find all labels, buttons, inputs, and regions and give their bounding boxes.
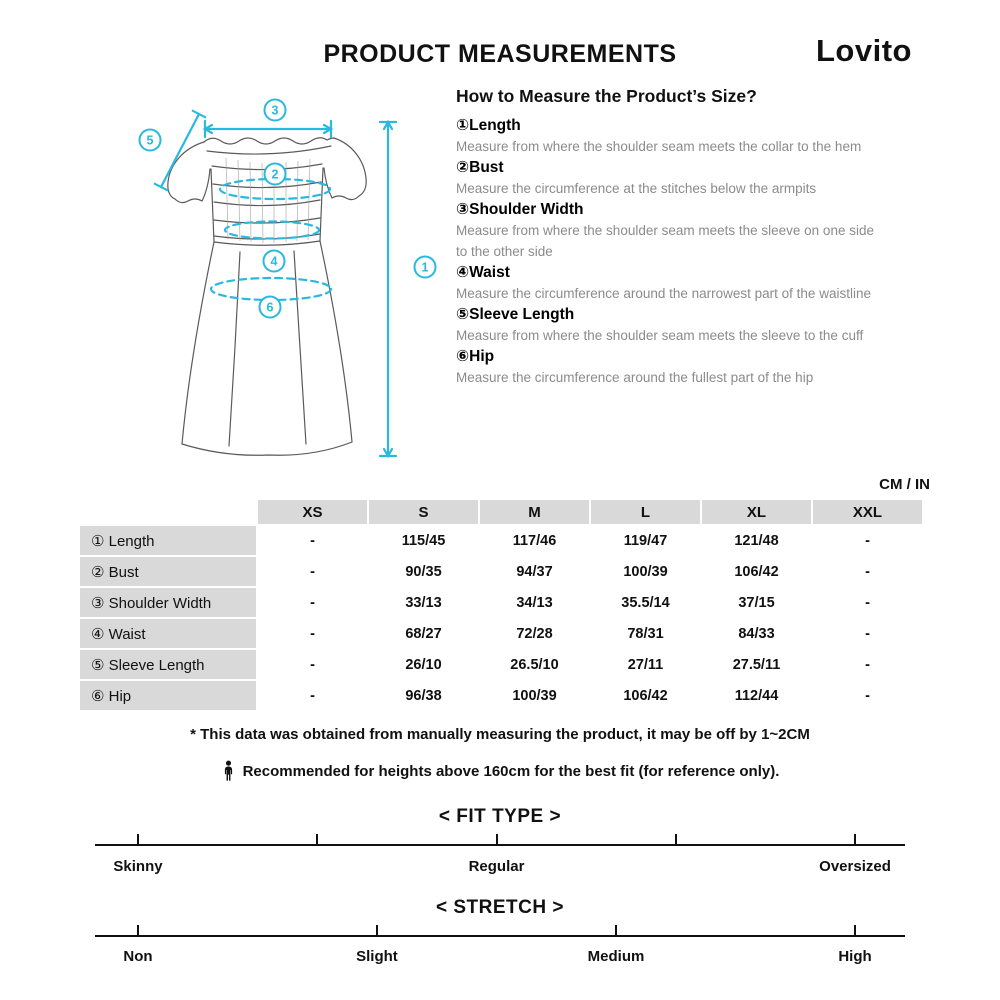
table-row-waist: [80, 619, 922, 648]
cell: 90/35: [369, 557, 478, 586]
cell: 37/15: [702, 588, 811, 617]
cell: 84/33: [702, 619, 811, 648]
row-label: ② Bust: [80, 557, 256, 586]
row-label: ① Length: [80, 526, 256, 555]
fit-label-regular: Regular: [468, 858, 525, 875]
marker-4: [264, 251, 285, 272]
item-name: Waist: [469, 264, 510, 281]
svg-text:1: 1: [421, 260, 429, 275]
cell: -: [813, 681, 922, 710]
cell: 106/42: [702, 557, 811, 586]
person-icon: [221, 760, 236, 781]
height-recommendation: [0, 760, 1000, 781]
item-desc: Measure from where the shoulder seam meets the sleeve on one side to the other side: [456, 223, 874, 259]
cell: -: [258, 557, 367, 586]
cell: 34/13: [480, 588, 589, 617]
row-label: ③ Shoulder Width: [80, 588, 256, 617]
marker-3: [265, 100, 286, 121]
cell: 27/11: [591, 650, 700, 679]
item-name: Sleeve Length: [469, 306, 575, 323]
stretch-label-high: High: [838, 948, 872, 965]
scale-bar: [95, 935, 905, 937]
svg-text:4: 4: [270, 254, 278, 269]
cell: -: [258, 526, 367, 555]
scale-tick: [316, 834, 318, 846]
measure-item-shoulder-width: [456, 199, 876, 262]
cell: 26/10: [369, 650, 478, 679]
item-desc: Measure the circumference around the narrowest part of the waistline: [456, 286, 871, 301]
cell: 115/45: [369, 526, 478, 555]
cell: -: [258, 619, 367, 648]
fit-label-skinny: Skinny: [113, 858, 163, 875]
cell: 112/44: [702, 681, 811, 710]
scale-tick: [496, 834, 498, 846]
measure-item-length: [456, 115, 876, 157]
marker-6: [260, 297, 281, 318]
item-name: Length: [469, 117, 521, 134]
brand-logo: Lovito: [816, 33, 912, 68]
cell: 35.5/14: [591, 588, 700, 617]
cell: 100/39: [591, 557, 700, 586]
table-row-hip: [80, 681, 922, 710]
cell: -: [813, 557, 922, 586]
measure-item-hip: [456, 346, 876, 388]
measure-item-heading: [456, 115, 876, 136]
cell: 26.5/10: [480, 650, 589, 679]
how-to-title: How to Measure the Product’s Size?: [456, 86, 757, 106]
col-header-l: L: [591, 500, 700, 524]
col-header-xl: XL: [702, 500, 811, 524]
how-to-measure: [456, 84, 876, 470]
svg-text:5: 5: [146, 133, 154, 148]
cell: -: [258, 650, 367, 679]
stretch-label-non: Non: [123, 948, 153, 965]
measure-item-bust: [456, 157, 876, 199]
col-header-s: S: [369, 500, 478, 524]
item-num: ②: [456, 159, 470, 176]
cell: 27.5/11: [702, 650, 811, 679]
item-desc: Measure from where the shoulder seam meets the collar to the hem: [456, 139, 862, 154]
stretch-labels: [95, 948, 905, 968]
scale-tick: [854, 834, 856, 846]
item-name: Hip: [469, 348, 495, 365]
dress-illustration: [78, 84, 456, 470]
table-row-sleeve-length: [80, 650, 922, 679]
svg-text:3: 3: [271, 103, 279, 118]
table-row-length: [80, 526, 922, 555]
stretch-label-slight: Slight: [356, 948, 398, 965]
fit-type-title: < FIT TYPE >: [438, 806, 562, 827]
cell: -: [258, 681, 367, 710]
scale-tick: [615, 925, 617, 937]
svg-text:2: 2: [271, 167, 279, 182]
stretch-scale: [95, 925, 905, 937]
units-label: CM / IN: [879, 476, 930, 493]
measurement-disclaimer: * This data was obtained from manually measuring the product, it may be off by 1~2CM: [190, 726, 810, 743]
item-num: ④: [456, 264, 470, 281]
height-recommendation-text: Recommended for heights above 160cm for the best fit (for reference only).: [242, 763, 780, 780]
table-corner: [80, 500, 256, 524]
scale-tick: [137, 834, 139, 846]
col-header-xs: XS: [258, 500, 367, 524]
cell: 78/31: [591, 619, 700, 648]
item-desc: Measure from where the shoulder seam meets the sleeve to the cuff: [456, 328, 864, 343]
stretch-label-medium: Medium: [587, 948, 645, 965]
table-row-shoulder-width: [80, 588, 922, 617]
scale-bar: [95, 844, 905, 846]
table-header-row: [80, 500, 922, 524]
cell: -: [813, 526, 922, 555]
dress-diagram: [78, 84, 456, 470]
measure-item-heading: [456, 262, 876, 283]
item-name: Bust: [469, 159, 504, 176]
cell: 121/48: [702, 526, 811, 555]
item-num: ⑤: [456, 306, 470, 323]
scale-tick: [854, 925, 856, 937]
item-num: ⑥: [456, 348, 470, 365]
cell: 96/38: [369, 681, 478, 710]
marker-2: [265, 164, 286, 185]
scale-tick: [675, 834, 677, 846]
cell: 100/39: [480, 681, 589, 710]
sleeve-length-arrow: [161, 114, 199, 187]
cell: -: [813, 619, 922, 648]
marker-1: [415, 257, 436, 278]
cell: -: [813, 588, 922, 617]
item-num: ③: [456, 201, 470, 218]
cell: 72/28: [480, 619, 589, 648]
fit-type-labels: [95, 858, 905, 878]
measure-item-heading: [456, 199, 876, 220]
page-title: PRODUCT MEASUREMENTS: [323, 40, 677, 68]
item-num: ①: [456, 117, 470, 134]
measure-item-waist: [456, 262, 876, 304]
table-row-bust: [80, 557, 922, 586]
measure-item-heading: [456, 346, 876, 367]
stretch-title: < STRETCH >: [436, 897, 564, 918]
item-desc: Measure the circumference at the stitches below the armpits: [456, 181, 817, 196]
row-label: ⑤ Sleeve Length: [80, 650, 256, 679]
cell: 94/37: [480, 557, 589, 586]
item-name: Shoulder Width: [469, 201, 584, 218]
measure-item-heading: [456, 157, 876, 178]
cell: -: [258, 588, 367, 617]
cell: 33/13: [369, 588, 478, 617]
row-label: ⑥ Hip: [80, 681, 256, 710]
cell: 119/47: [591, 526, 700, 555]
cell: 117/46: [480, 526, 589, 555]
marker-5: [140, 130, 161, 151]
cell: 68/27: [369, 619, 478, 648]
col-header-xxl: XXL: [813, 500, 922, 524]
item-desc: Measure the circumference around the fullest part of the hip: [456, 370, 814, 385]
cell: 106/42: [591, 681, 700, 710]
row-label: ④ Waist: [80, 619, 256, 648]
svg-text:6: 6: [266, 300, 274, 315]
measure-item-heading: [456, 304, 876, 325]
measure-item-sleeve-length: [456, 304, 876, 346]
scale-tick: [376, 925, 378, 937]
waist-girth: [225, 222, 319, 239]
col-header-m: M: [480, 500, 589, 524]
cell: -: [813, 650, 922, 679]
fit-label-oversized: Oversized: [819, 858, 891, 875]
size-table: [78, 498, 924, 712]
measure-guide: [78, 84, 932, 470]
fit-type-scale: [95, 834, 905, 846]
scale-tick: [137, 925, 139, 937]
